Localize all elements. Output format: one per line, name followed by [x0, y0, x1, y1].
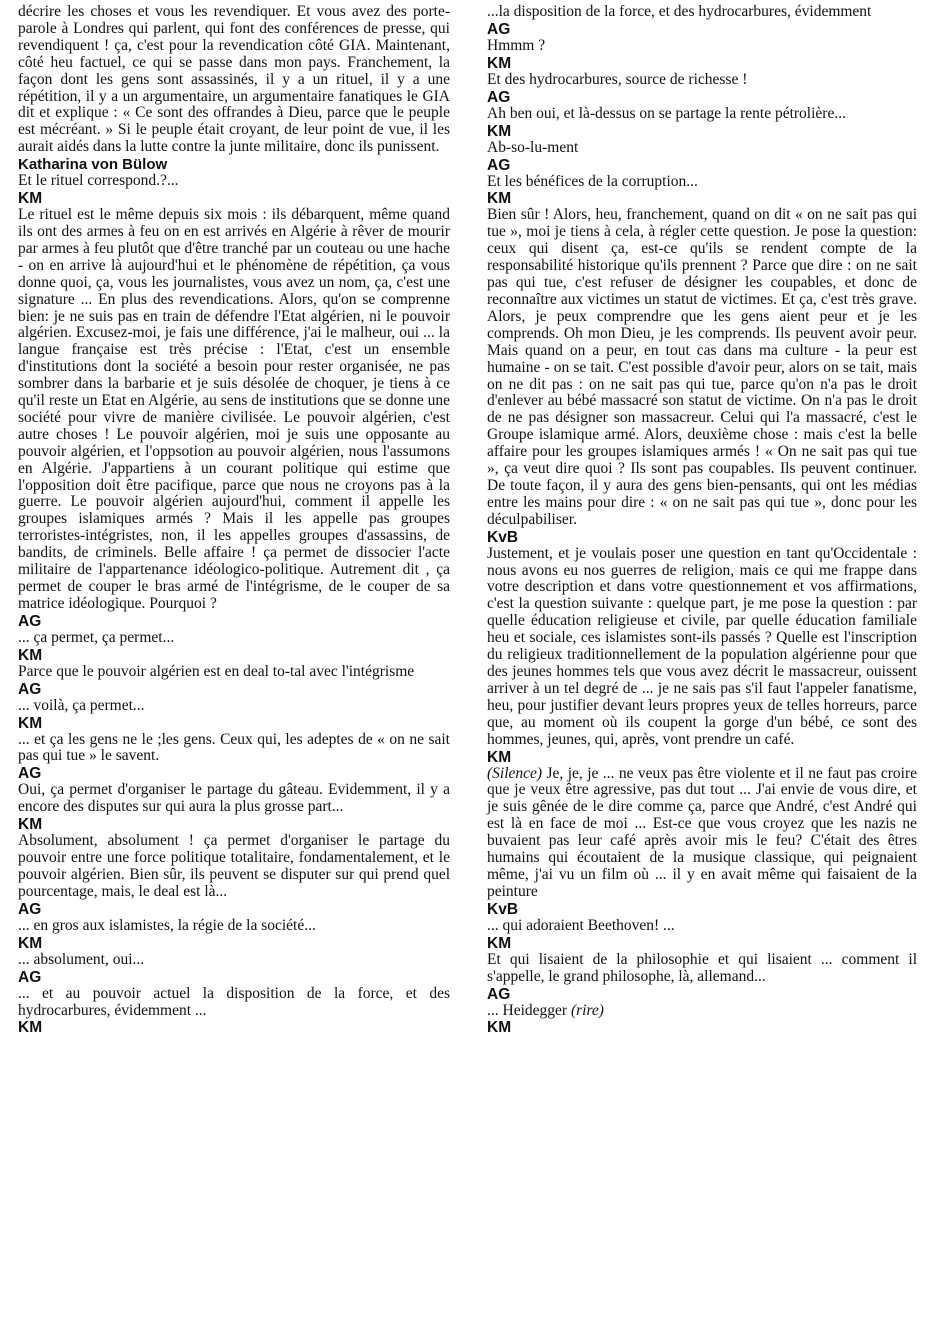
- dialogue-paragraph: [18, 698, 450, 715]
- dialogue-paragraph: [18, 782, 450, 816]
- dialogue-paragraph: [487, 4, 917, 21]
- dialogue-text: Je, je, je ... ne veux pas être violente et il ne faut pas croire que je veux être agressive, pas dut tout ... J'ai envie de vous dire, et je suis gênée de le dire comme ça, parce que André, c'est André qui est là en face de moi ... Est-ce que vous croyez que les nazis ne buvaient pas leur café après avoir mis le feu? C'était des êtres humains qui écoutaient de la musique classique, qui peignaient même, j'ai vu un film où ... il y en avait même qui faisaient de la peinture: [487, 764, 917, 900]
- speaker-label: AG: [18, 900, 42, 918]
- dialogue-paragraph: [487, 140, 917, 157]
- dialogue-paragraph: [18, 986, 450, 1020]
- dialogue-paragraph: [487, 38, 917, 55]
- dialogue-text: ... absolument, oui...: [18, 950, 145, 968]
- dialogue-paragraph: [487, 918, 917, 935]
- dialogue-paragraph: [487, 766, 917, 901]
- speaker-label: KM: [18, 714, 43, 732]
- dialogue-paragraph: [18, 952, 450, 969]
- speaker-label: KM: [18, 1019, 43, 1037]
- right-column: [487, 4, 917, 1036]
- dialogue-text: ... en gros aux islamistes, la régie de la société...: [18, 916, 316, 934]
- dialogue-paragraph: [487, 207, 917, 528]
- speaker-label: KM: [487, 54, 512, 72]
- dialogue-text: Justement, et je voulais poser une question en tant qu'Occidentale : nous avons eu nos guerres de religion, mais ce qui me frappe dans votre description et dans votre questionnement et vos affirmations, c'est la question suivante : quelque part, je me pose la question : par quelle éducation religieuse et civile, par quelle éducation familiale heu et sociale, ces islamistes sont-ils passés ? Quelle est l'inscription du religieux traditionnellement de la population algérienne pour que des jeunes hommes tels que vous avez décrit le massacreur, ouissent arriver à un tel degré de ... je ne sais pas s'il faut l'appeler fanatisme, heu, pour justifier devant leurs propres yeux de telles horreurs, parce que, au moment où ils coupent la gorge d'un bébé, ce sont des hommes, jeunes, qui, après, vont prendre un café.: [487, 544, 917, 748]
- dialogue-text: ... voilà, ça permet...: [18, 696, 145, 714]
- dialogue-text: ... et au pouvoir actuel la disposition de la force, et des hydrocarbures, évidemment ...: [18, 984, 450, 1019]
- dialogue-text: ...la disposition de la force, et des hydrocarbures, évidemment: [487, 3, 872, 20]
- dialogue-paragraph: [487, 106, 917, 123]
- speaker-label: KM: [487, 934, 512, 952]
- speaker-label: KM: [487, 748, 512, 766]
- speaker-label: AG: [18, 765, 42, 783]
- dialogue-text: Oui, ça permet d'organiser le partage du gâteau. Evidemment, il y a encore des disputes sur qui aura la plus grosse part...: [18, 781, 450, 816]
- dialogue-text: ... qui adoraient Beethoven! ...: [487, 916, 675, 934]
- speaker-label: AG: [18, 680, 42, 698]
- speaker-label: KM: [487, 190, 512, 208]
- dialogue-paragraph: [18, 207, 450, 613]
- dialogue-text: Parce que le pouvoir algérien est en deal to-tal avec l'intégrisme: [18, 662, 415, 680]
- dialogue-paragraph: [18, 918, 450, 935]
- dialogue-paragraph: [487, 174, 917, 191]
- dialogue-paragraph: [18, 664, 450, 681]
- speaker-label: KM: [487, 1019, 512, 1037]
- dialogue-paragraph: [18, 732, 450, 766]
- speaker-label: AG: [487, 156, 511, 174]
- speaker-label: KM: [18, 646, 43, 664]
- speaker-label: AG: [487, 985, 511, 1003]
- dialogue-text: Ab-so-lu-ment: [487, 138, 579, 156]
- dialogue-paragraph: [487, 1003, 917, 1020]
- dialogue-paragraph: [487, 952, 917, 986]
- dialogue-text: Et des hydrocarbures, source de richesse !: [487, 70, 748, 88]
- dialogue-text: Le rituel est le même depuis six mois : ils débarquent, même quand ils ont des armes à feu on en est arrivés en Algérie à rêver de mourir par armes à feu plutôt que d'être tranché par un couteau ou une hache - on en arrive là aujourd'hui et le phénomène de répétition, ça vous donne quoi, ça, vous les journalistes, vous avez un nom, ça, c'est une signature ... En plus des revendications. Alors, qu'on se comprenne bien: je ne suis pas en train de défendre l'Etat algérien, ni le pouvoir algérien. Excusez-moi, je fais une différence, j'ai le malheur, oui ... la langue française est très précise : l'Etat, c'est un ensemble d'institutions dont la société a besoin pour rester organisée, ne pas sombrer dans la barbarie et je suis désolée de choquer, je tiens à ce qu'il reste un Etat en Algérie, au sens de institutions que se donne une société pour vivre de manière civilisée. Le pouvoir algérien, c'est autre choses ! Le pouvoir algérien, moi je suis une opposante au pouvoir algérien, et l'oppsotion au pouvoir algérien, nous l'assumons en Algérie. J'appartiens à un courant politique qui estime que l'opposition doit être pacifique, parce que nous ne croyons pas à la guerre. Le pouvoir algérien aujourd'hui, comment il appelle les groupes islamiques armés ? Mais il les appelle pas groupes terroristes-intégristes, non, il les appelles groupes d'assassins, de bandits, de criminels. Belle affaire ! ça permet de dissocier l'acte militaire de l'appartenance idéologico-politique. Autrement dit , ça permet de couper le bras armé de l'intégrisme, de le couper de sa matrice idéologique. Pourquoi ?: [18, 206, 450, 612]
- dialogue-paragraph: [18, 4, 450, 156]
- speaker-label: KM: [487, 122, 512, 140]
- dialogue-paragraph: [487, 72, 917, 89]
- dialogue-text: Absolument, absolument ! ça permet d'organiser le partage du pouvoir entre une force politique totalitaire, fondamentalement, et le pouvoir algérien. Bien sûr, ils peuvent se disputer sur qui prend quel pourcentage, mais, le deal est là...: [18, 832, 450, 900]
- speaker-label: KvB: [487, 900, 519, 918]
- speaker-full-name: Katharina von Bülow: [18, 156, 168, 174]
- dialogue-text: ... et ça les gens ne le ;les gens. Ceux qui, les adeptes de « on ne sait pas qui tue » le savent.: [18, 730, 450, 765]
- dialogue-text: Hmmm ?: [487, 36, 546, 54]
- speaker-label: AG: [487, 20, 511, 38]
- stage-direction: (rire): [570, 1001, 604, 1019]
- dialogue-text: Et le rituel correspond.?...: [18, 172, 179, 190]
- dialogue-text: ... ça permet, ça permet...: [18, 628, 175, 646]
- speaker-label: AG: [487, 88, 511, 106]
- dialogue-text: décrire les choses et vous les revendiquer. Et vous avez des porte-parole à Londres qui parlent, qui font des conférences de presse, qui revendiquent ! ça, c'est pour la revendication côté GIA. Maintenant, côté heu factuel, ce qui se passe dans mon pays. Franchement, la façon dont les gens sont assassinés, il y a un rituel, il y a une répétition, il y a un argumentaire, un argumentaire fanatiques le GIA dit et explique : « Ce sont des offrandes à Dieu, parce que le peuple est mécréant. » Si le peuple était croyant, de leur point de vue, il les aurait aidés dans la lutte contre la junte militaire, donc ils punissent.: [18, 3, 450, 156]
- dialogue-paragraph: [487, 546, 917, 749]
- speaker-label: KvB: [487, 528, 519, 546]
- speaker-label: AG: [18, 968, 42, 986]
- speaker-label: KM: [18, 190, 43, 208]
- left-column: [18, 4, 450, 1036]
- dialogue-text: Et les bénéfices de la corruption...: [487, 172, 698, 190]
- dialogue-text: Ah ben oui, et là-dessus on se partage la rente pétrolière...: [487, 104, 846, 122]
- dialogue-text: Et qui lisaient de la philosophie et qui lisaient ... comment il s'appelle, le grand philosophe, là, allemand...: [487, 950, 917, 985]
- dialogue-text: Bien sûr ! Alors, heu, franchement, quand on dit « on ne sait pas qui tue », moi je tiens à cela, à régler cette question. Je pose la question: ceux qui disent ça, est-ce qu'ils se rendent compte de la responsabilité historique qu'ils prennent ? Parce que dire : on ne sait pas qui tue, c'est refuser de désigner les coupables, et donc de reconnaître aux victimes un statut de victimes. Et ça, c'est très grave. Alors, je peux comprendre que les gens aient peur et je les comprends. Oh mon Dieu, je les comprends. Ils peuvent avoir peur. Mais quand on a peur, en tout cas dans ma culture - la peur est humaine - on se tait. C'est possible d'avoir peur, alors on se tait, mais on ne dit pas : on ne sait pas qui tue, parce qu'on n'a pas le droit d'enlever au bébé massacré son statut de victime. On n'a pas le droit de ne pas désigner son massacreur. Celui qui l'a massacré, c'est le Groupe islamique armé. Alors, deuxième chose : mais c'est la belle affaire pour les groupes islamiques armés ! « On ne sait pas qui tue », ça veut dire quoi ? Ils sont pas coupables. Ils peuvent continuer. De toute façon, il y aura des gens bien-pensants, qui ont les médias entre les mains pour dire : « on ne sait pas qui tue », donc pour les déculpabiliser.: [487, 206, 917, 528]
- dialogue-paragraph: [18, 630, 450, 647]
- speaker-label: KM: [18, 816, 43, 834]
- stage-direction: (Silence): [487, 764, 543, 782]
- dialogue-paragraph: [18, 173, 450, 190]
- dialogue-text: ... Heidegger: [487, 1001, 571, 1019]
- speaker-label: AG: [18, 612, 42, 630]
- dialogue-paragraph: [18, 833, 450, 901]
- speaker-label: KM: [18, 934, 43, 952]
